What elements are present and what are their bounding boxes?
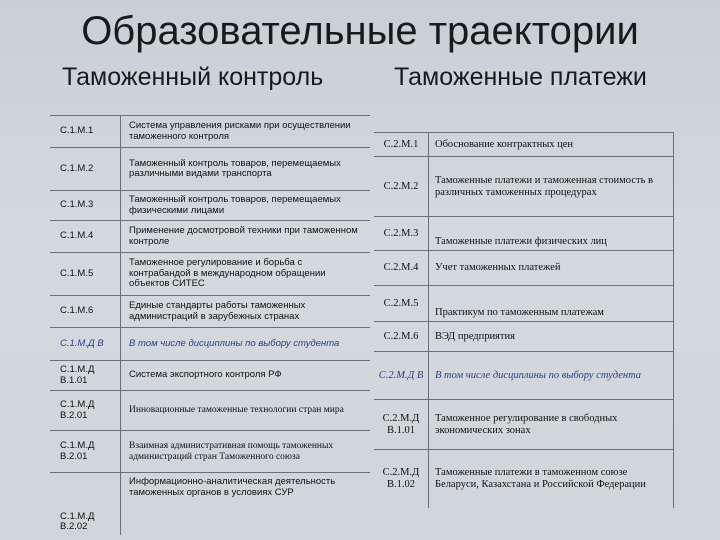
table-row (374, 450, 674, 508)
course-title: Практикум по таможенным платежам (429, 286, 674, 322)
table-row (374, 400, 674, 450)
course-code: С.1.М.1 (50, 116, 121, 148)
table-row (50, 391, 370, 431)
customs-payments-table (374, 132, 674, 508)
table-row (50, 253, 370, 296)
course-code: С.1.М.6 (50, 296, 121, 328)
course-title: Таможенные платежи в таможенном союзе Беларуси, Казахстана и Российской Федерации (429, 450, 674, 508)
course-code: С.2.М.Д В.1.01 (374, 400, 429, 450)
course-code: С.2.М.2 (374, 157, 429, 217)
left-heading: Таможенный контроль (62, 63, 324, 91)
course-title: Таможенный контроль товаров, перемещаемых физическими лицами (129, 194, 341, 216)
table-row (50, 221, 370, 253)
course-code: С.2.М.6 (374, 322, 429, 352)
course-title: Применение досмотровой техники при таможенном контроле (129, 225, 358, 247)
course-title: Инновационные таможенные технологии стран мира (129, 405, 344, 416)
course-code: С.1.М.2 (50, 148, 121, 191)
course-code: С.2.М.1 (374, 133, 429, 157)
course-title: Информационно-аналитическая деятельность таможенных органов в условиях СУР (129, 476, 336, 498)
course-title: Таможенный контроль товаров, перемещаемых различными видами транспорта (129, 157, 341, 179)
table-row (50, 116, 370, 148)
table-row (50, 473, 370, 535)
course-code: С.2.М.Д В.1.02 (374, 450, 429, 508)
course-title: В том числе дисциплины по выбору студента (129, 337, 340, 349)
table-row (50, 328, 370, 361)
course-title: Система экспортного контроля РФ (129, 369, 282, 381)
course-title: ВЭД предприятия (429, 322, 674, 352)
right-heading: Таможенные платежи (394, 63, 647, 91)
course-code: С.2.М.Д В (374, 352, 429, 400)
table-row (374, 322, 674, 352)
course-code: С.1.М.Д В.1.01 (50, 361, 121, 391)
table-row (50, 191, 370, 221)
course-title: В том числе дисциплины по выбору студента (429, 352, 674, 400)
course-code: С.2.М.4 (374, 251, 429, 286)
course-title: Таможенные платежи физических лиц (429, 217, 674, 251)
course-title: Взаимная административная помощь таможенных администраций стран Таможенного союза (129, 441, 334, 462)
course-title: Система управления рисками при осуществлении таможенного контроля (129, 120, 351, 142)
table-row (50, 148, 370, 191)
course-title: Обоснование контрактных цен (429, 133, 674, 157)
course-title: Таможенное регулирование в свободных экономических зонах (429, 400, 674, 450)
table-row (50, 361, 370, 391)
table-row (374, 133, 674, 157)
customs-control-table (50, 115, 370, 535)
course-code: С.1.М.5 (50, 253, 121, 296)
table-row (50, 296, 370, 328)
course-code: С.2.М.3 (374, 217, 429, 251)
course-title: Таможенные платежи и таможенная стоимость в различных таможенных процедурах (429, 157, 674, 217)
course-code: С.1.М.Д В.2.02 (50, 473, 121, 535)
course-title: Учет таможенных платежей (429, 251, 674, 286)
course-code: С.1.М.4 (50, 221, 121, 253)
course-title: Единые стандарты работы таможенных администраций в зарубежных странах (129, 300, 306, 322)
table-row (374, 157, 674, 217)
course-code: С.1.М.Д В.2.01 (50, 431, 121, 473)
table-row (374, 251, 674, 286)
table-row (374, 286, 674, 322)
table-row (374, 217, 674, 251)
slide-title: Образовательные траектории (81, 9, 639, 53)
course-code: С.1.М.Д В.2.01 (50, 391, 121, 431)
table-row (374, 352, 674, 400)
table-row (50, 431, 370, 473)
course-title: Таможенное регулирование и борьба с контрабандой в международном обращении объектов СИТЕС (129, 257, 326, 290)
course-code: С.2.М.5 (374, 286, 429, 322)
course-code: С.1.М.Д В (50, 328, 121, 361)
course-code: С.1.М.3 (50, 191, 121, 221)
